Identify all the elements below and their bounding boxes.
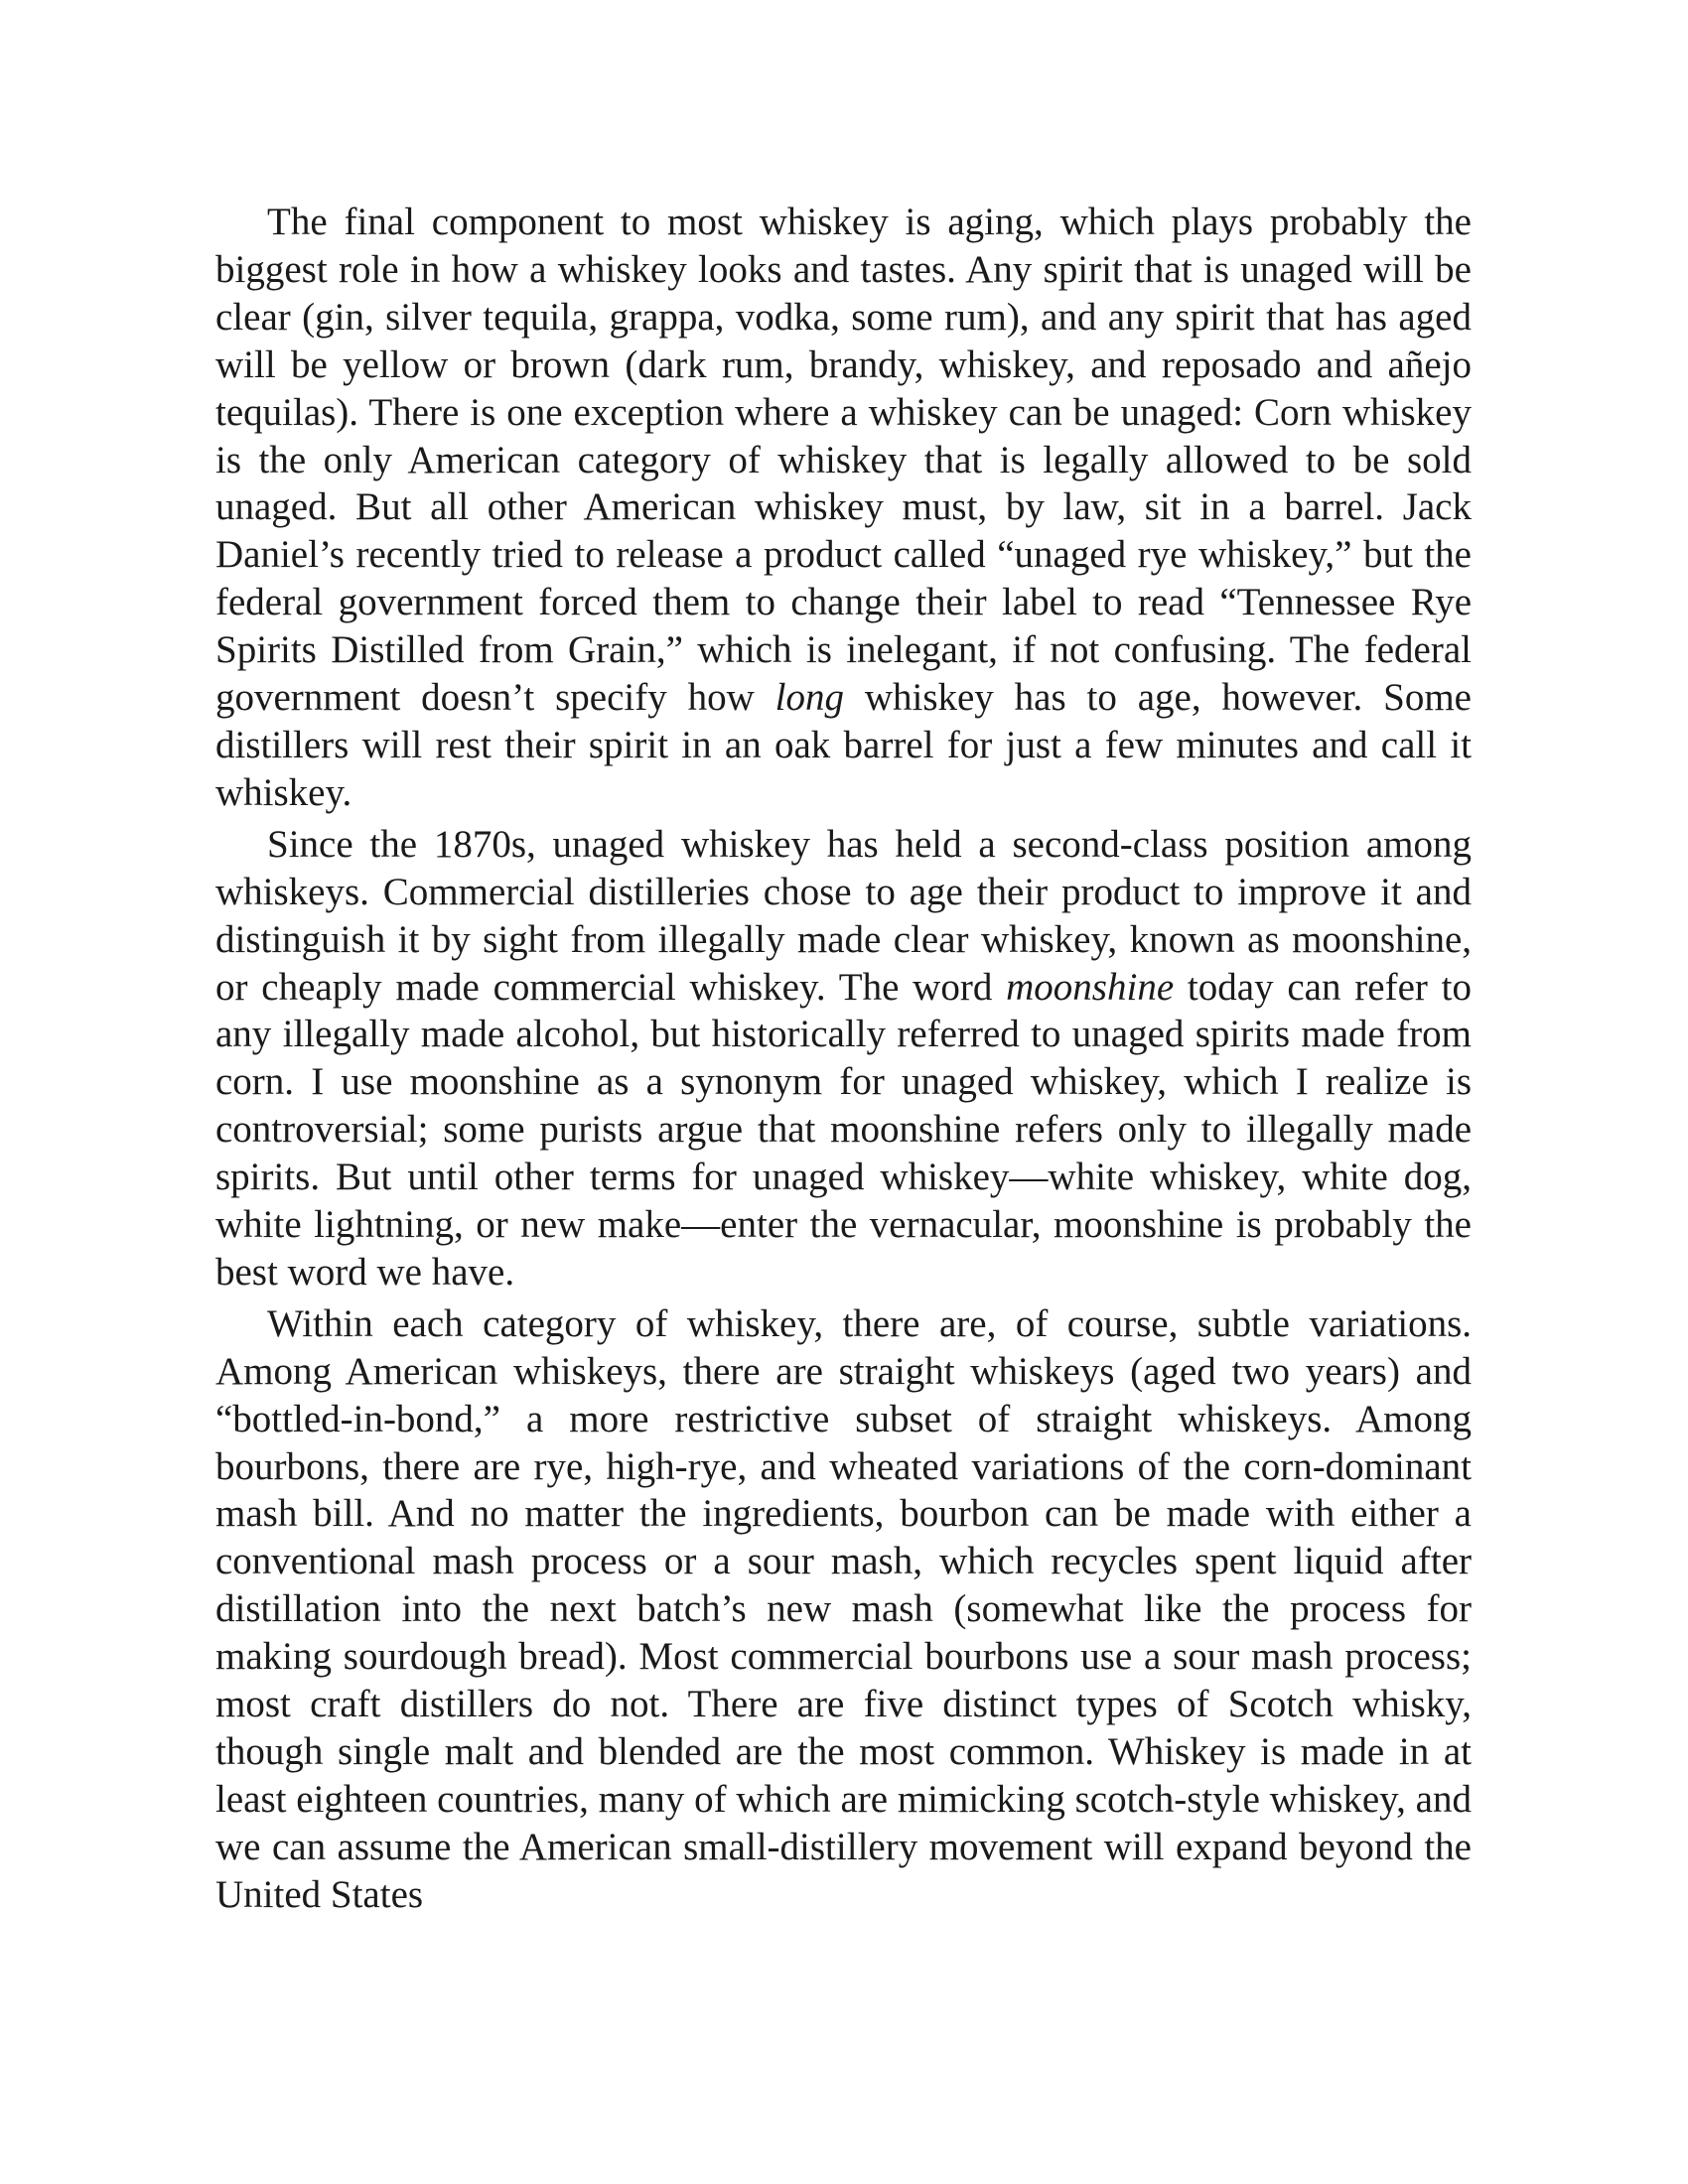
- emphasis-moonshine: moonshine: [1006, 965, 1175, 1009]
- paragraph-text: Within each category of whiskey, there are, of course, subtle variations. Among American whiskeys, there are straight whiskeys (aged two years) and “bottled-in-bond,” a more restrictive subset of straight whiskeys. Among bourbons, there are rye, high-rye, and wheated variations of the corn-dominant mash bill. And no matter the ingredients, bourbon can be made with either a conventional mash process or a sour mash, which recycles spent liquid after distillation into the next batch’s new mash (somewhat like the process for making sourdough bread). Most commercial bourbons use a sour mash process; most craft distillers do not. There are five distinct types of Scotch whisky, though single malt and blended are the most common. Whiskey is made in at least eighteen countries, many of which are mimicking scotch-style whiskey, and we can assume the American small-distillery movement will expand beyond the United States: [215, 1301, 1472, 1916]
- body-text: [215, 199, 1472, 1923]
- paragraph-moonshine: [215, 821, 1472, 1297]
- paragraph-variations: [215, 1300, 1472, 1919]
- paragraph-aging: [215, 199, 1472, 817]
- paragraph-text: today can refer to any illegally made alcohol, but historically referred to unaged spirits made from corn. I use moonshine as a synonym for unaged whiskey, which I realize is controversial; some purists argue that moonshine refers only to illegally made spirits. But until other terms for unaged whiskey—white whiskey, white dog, white lightning, or new make—enter the vernacular, moonshine is probably the best word we have.: [215, 965, 1473, 1294]
- paragraph-text: whiskey has to age, however. Some distillers will rest their spirit in an oak barrel for just a few minutes and call it whiskey.: [215, 676, 1472, 814]
- paragraph-text: Since the 1870s, unaged whiskey has held a second-class position among whiskeys. Commercial distilleries chose to age their product to improve it and distinguish it by sight from illegally made clear whiskey, known as moonshine, or cheaply made commercial whiskey. The word: [215, 822, 1472, 1009]
- paragraph-text: The final component to most whiskey is aging, which plays probably the biggest role in how a whiskey looks and tastes. Any spirit that is unaged will be clear (gin, silver tequila, grappa, vodka, some rum), and any spirit that has aged will be yellow or brown (dark rum, brandy, whiskey, and reposado and añejo tequilas). There is one exception where a whiskey can be unaged: Corn whiskey is the only American category of whiskey that is legally allowed to be sold unaged. But all other American whiskey must, by law, sit in a barrel. Jack Daniel’s recently tried to release a product called “unaged rye whiskey,” but the federal government forced them to change their label to read “Tennessee Rye Spirits Distilled from Grain,” which is inelegant, if not confusing. The federal government doesn’t specify how: [215, 201, 1472, 720]
- emphasis-long: long: [774, 676, 844, 720]
